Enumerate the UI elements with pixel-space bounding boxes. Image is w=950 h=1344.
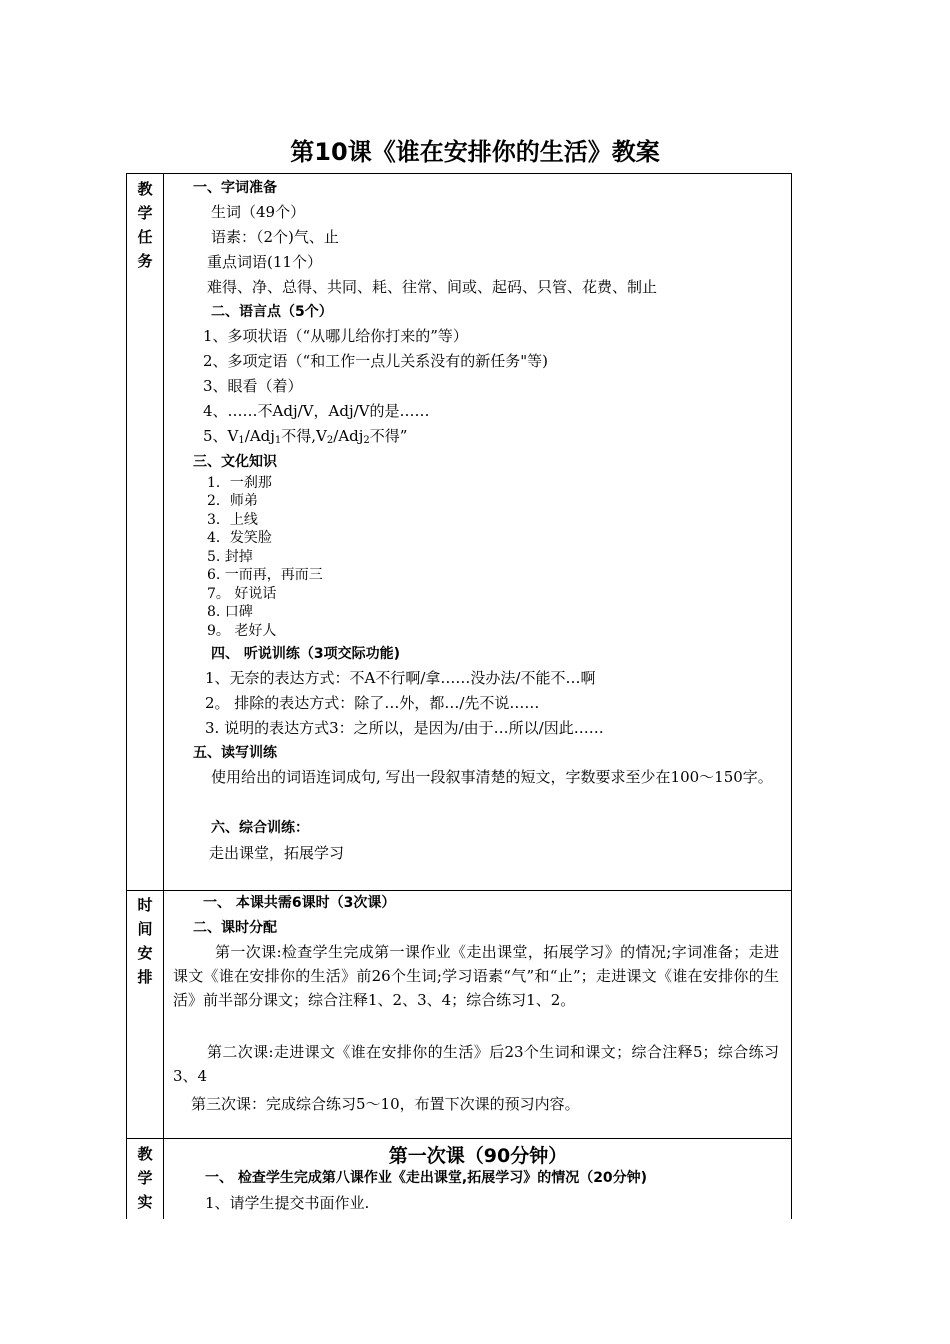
label-char: 排 bbox=[137, 968, 153, 986]
heading-allocation: 二、课时分配 bbox=[193, 920, 277, 936]
label-char: 学 bbox=[137, 204, 153, 222]
section-implementation bbox=[126, 1139, 792, 1219]
heading-reading-writing: 五、读写训练 bbox=[193, 745, 277, 761]
heading-culture: 三、文化知识 bbox=[193, 454, 277, 470]
culture-item: 2．师弟 bbox=[207, 493, 258, 509]
language-point-3: 3、眼看（着） bbox=[203, 377, 303, 395]
listening-item-2: 2。 排除的表达方式：除了…外，都…/先不说…… bbox=[205, 694, 540, 712]
morpheme: 语素：（2个)气、止 bbox=[211, 228, 339, 246]
label-char: 任 bbox=[137, 228, 153, 246]
label-char: 务 bbox=[137, 252, 153, 270]
culture-item: 3．上线 bbox=[207, 512, 258, 528]
check-homework-heading: 一、 检查学生完成第八课作业《走出课堂,拓展学习》的情况（20分钟) bbox=[205, 1170, 648, 1186]
culture-item: 4．发笑脸 bbox=[207, 530, 272, 546]
lesson-heading: 第一次课（90分钟） bbox=[388, 1145, 568, 1167]
heading-listening-speaking: 四、 听说训练（3项交际功能) bbox=[211, 646, 401, 662]
culture-item: 1．一刹那 bbox=[207, 475, 272, 491]
culture-item: 8. 口碑 bbox=[207, 604, 253, 620]
heading-total-hours: 一、 本课共需6课时（3次课） bbox=[203, 895, 396, 911]
key-words-title: 重点词语(11个） bbox=[207, 253, 322, 271]
row-label bbox=[127, 174, 164, 890]
culture-item: 9。 老好人 bbox=[207, 623, 277, 639]
listening-item-3: 3. 说明的表达方式3：之所以，是因为/由于…所以/因此…… bbox=[205, 719, 604, 737]
listening-item-1: 1、无奈的表达方式：不A不行啊/拿……没办法/不能不…啊 bbox=[205, 669, 596, 687]
label-char: 学 bbox=[137, 1169, 153, 1187]
section-teaching-tasks bbox=[126, 173, 792, 891]
reading-writing-text: 使用给出的词语连词成句, 写出一段叙事清楚的短文，字数要求至少在100～150字。 bbox=[211, 768, 773, 786]
label-char: 时 bbox=[137, 896, 153, 914]
comprehensive-text: 走出课堂，拓展学习 bbox=[209, 844, 345, 862]
check-homework-item-1: 1、请学生提交书面作业. bbox=[205, 1194, 370, 1212]
label-char: 实 bbox=[137, 1193, 153, 1211]
schedule-class-3: 第三次课：完成综合练习5～10，布置下次课的预习内容。 bbox=[191, 1095, 580, 1113]
language-point-4: 4、……不Adj/V，Adj/V的是…… bbox=[203, 402, 430, 420]
culture-item: 7。 好说话 bbox=[207, 586, 277, 602]
heading-comprehensive: 六、综合训练： bbox=[211, 820, 309, 836]
culture-item: 6. 一而再，再而三 bbox=[207, 567, 323, 583]
page-title: 第10课《谁在安排你的生活》教案 bbox=[290, 138, 660, 166]
heading-vocab-prep: 一、字词准备 bbox=[193, 180, 277, 196]
label-char: 教 bbox=[137, 180, 153, 198]
label-char: 间 bbox=[137, 920, 153, 938]
section-schedule bbox=[126, 890, 792, 1139]
label-char: 安 bbox=[137, 944, 153, 962]
label-char: 教 bbox=[137, 1145, 153, 1163]
culture-item: 5. 封掉 bbox=[207, 549, 253, 565]
language-point-5: 5、$V_1/Adj_1$不得$,V_2/Adj_2$不得” bbox=[203, 427, 408, 446]
row-label bbox=[127, 1139, 164, 1219]
schedule-class-2: 第二次课:走进课文《谁在安排你的生活》后23个生词和课文；综合注释5；综合练习3、4 bbox=[173, 1043, 779, 1085]
heading-language-points: 二、语言点（5个） bbox=[211, 304, 333, 320]
language-point-2: 2、多项定语（“和工作一点儿关系没有的新任务"等) bbox=[203, 352, 548, 370]
row-label bbox=[127, 890, 164, 1138]
vocab-count: 生词（49个） bbox=[211, 203, 306, 221]
schedule-class-1: 第一次课:检查学生完成第一课作业《走出课堂，拓展学习》的情况;字词准备；走进课文《谁在安排你的生活》前26个生词;学习语素“气”和“止”；走进课文《谁在安排你的生活》前半部分课文；综合注释1、2、3、4；综合练习1、2。 bbox=[173, 943, 779, 1009]
language-point-1: 1、多项状语（“从哪儿给你打来的”等） bbox=[203, 327, 468, 345]
key-words: 难得、净、总得、共同、耗、往常、间或、起码、只管、花费、制止 bbox=[207, 278, 658, 296]
